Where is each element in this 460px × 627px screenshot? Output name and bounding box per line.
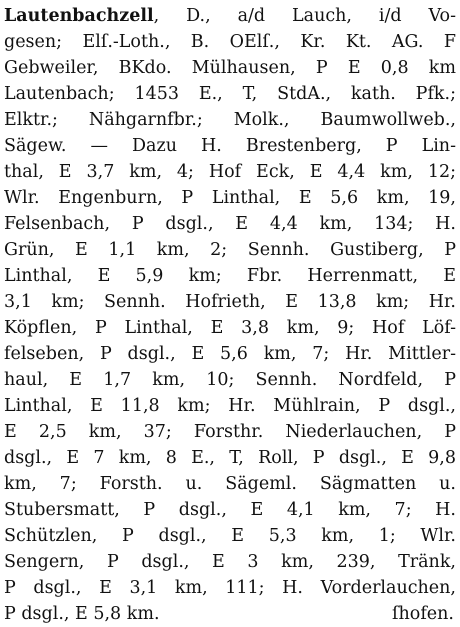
entry-line-17: E 2,5 km, 37; Forsthr. Niederlauchen, P xyxy=(4,422,456,442)
entry-line-24-text: P dsgl., E 5,8 km. xyxy=(4,604,160,624)
headword: Lautenbachzell xyxy=(4,6,154,26)
entry-line-23: P dsgl., E 3,1 km, 111; H. Vorderlauchen, xyxy=(4,578,456,598)
entry-line-1 xyxy=(4,3,456,29)
entry-line-20: Stubersmatt, P dsgl., E 4,1 km, 7; H. xyxy=(4,500,456,520)
dictionary-entry xyxy=(4,3,456,624)
entry-line-12: 3,1 km; Sennh. Hofrieth, E 13,8 km; Hr. xyxy=(4,292,456,312)
entry-line-1-text: , D., a/d Lauch, i/d Vo- xyxy=(153,6,456,26)
entry-line-22: Sengern, P dsgl., E 3 km, 239, Tränk, xyxy=(4,552,456,572)
next-entry-fragment: ſhofen. xyxy=(392,604,454,624)
entry-line-19: km, 7; Forsth. u. Sägeml. Sägmatten u. xyxy=(4,474,456,494)
entry-line-7: thal, E 3,7 km, 4; Hof Eck, E 4,4 km, 12; xyxy=(4,162,456,182)
entry-line-15: haul, E 1,7 km, 10; Sennh. Nordfeld, P xyxy=(4,370,456,390)
entry-line-5: Elktr.; Nähgarnfbr.; Molk., Baumwollweb., xyxy=(4,110,456,130)
entry-line-11: Linthal, E 5,9 km; Fbr. Herrenmatt, E xyxy=(4,266,456,286)
entry-line-14: felseben, P dsgl., E 5,6 km, 7; Hr. Mittler- xyxy=(4,344,456,364)
entry-line-4: Lautenbach; 1453 E., T, StdA., kath. Pfk.; xyxy=(4,84,456,104)
entry-line-21: Schützlen, P dsgl., E 5,3 km, 1; Wlr. xyxy=(4,526,456,546)
entry-line-3: Gebweiler, BKdo. Mülhausen, P E 0,8 km xyxy=(4,58,456,78)
entry-line-18: dsgl., E 7 km, 8 E., T, Roll, P dsgl., E 9,8 xyxy=(4,448,456,468)
entry-line-13: Köpflen, P Linthal, E 3,8 km, 9; Hof Löf- xyxy=(4,318,456,338)
entry-line-10: Grün, E 1,1 km, 2; Sennh. Gustiberg, P xyxy=(4,240,456,260)
entry-line-24 xyxy=(4,601,456,627)
entry-line-6: Sägew. — Dazu H. Brestenberg, P Lin- xyxy=(4,136,456,156)
entry-line-8: Wlr. Engenburn, P Linthal, E 5,6 km, 19, xyxy=(4,188,456,208)
entry-line-16: Linthal, E 11,8 km; Hr. Mühlrain, P dsgl., xyxy=(4,396,456,416)
entry-line-2: gesen; Elſ.-Loth., B. OElſ., Kr. Kt. AG. F xyxy=(4,32,456,52)
entry-line-9: Felsenbach, P dsgl., E 4,4 km, 134; H. xyxy=(4,214,456,234)
